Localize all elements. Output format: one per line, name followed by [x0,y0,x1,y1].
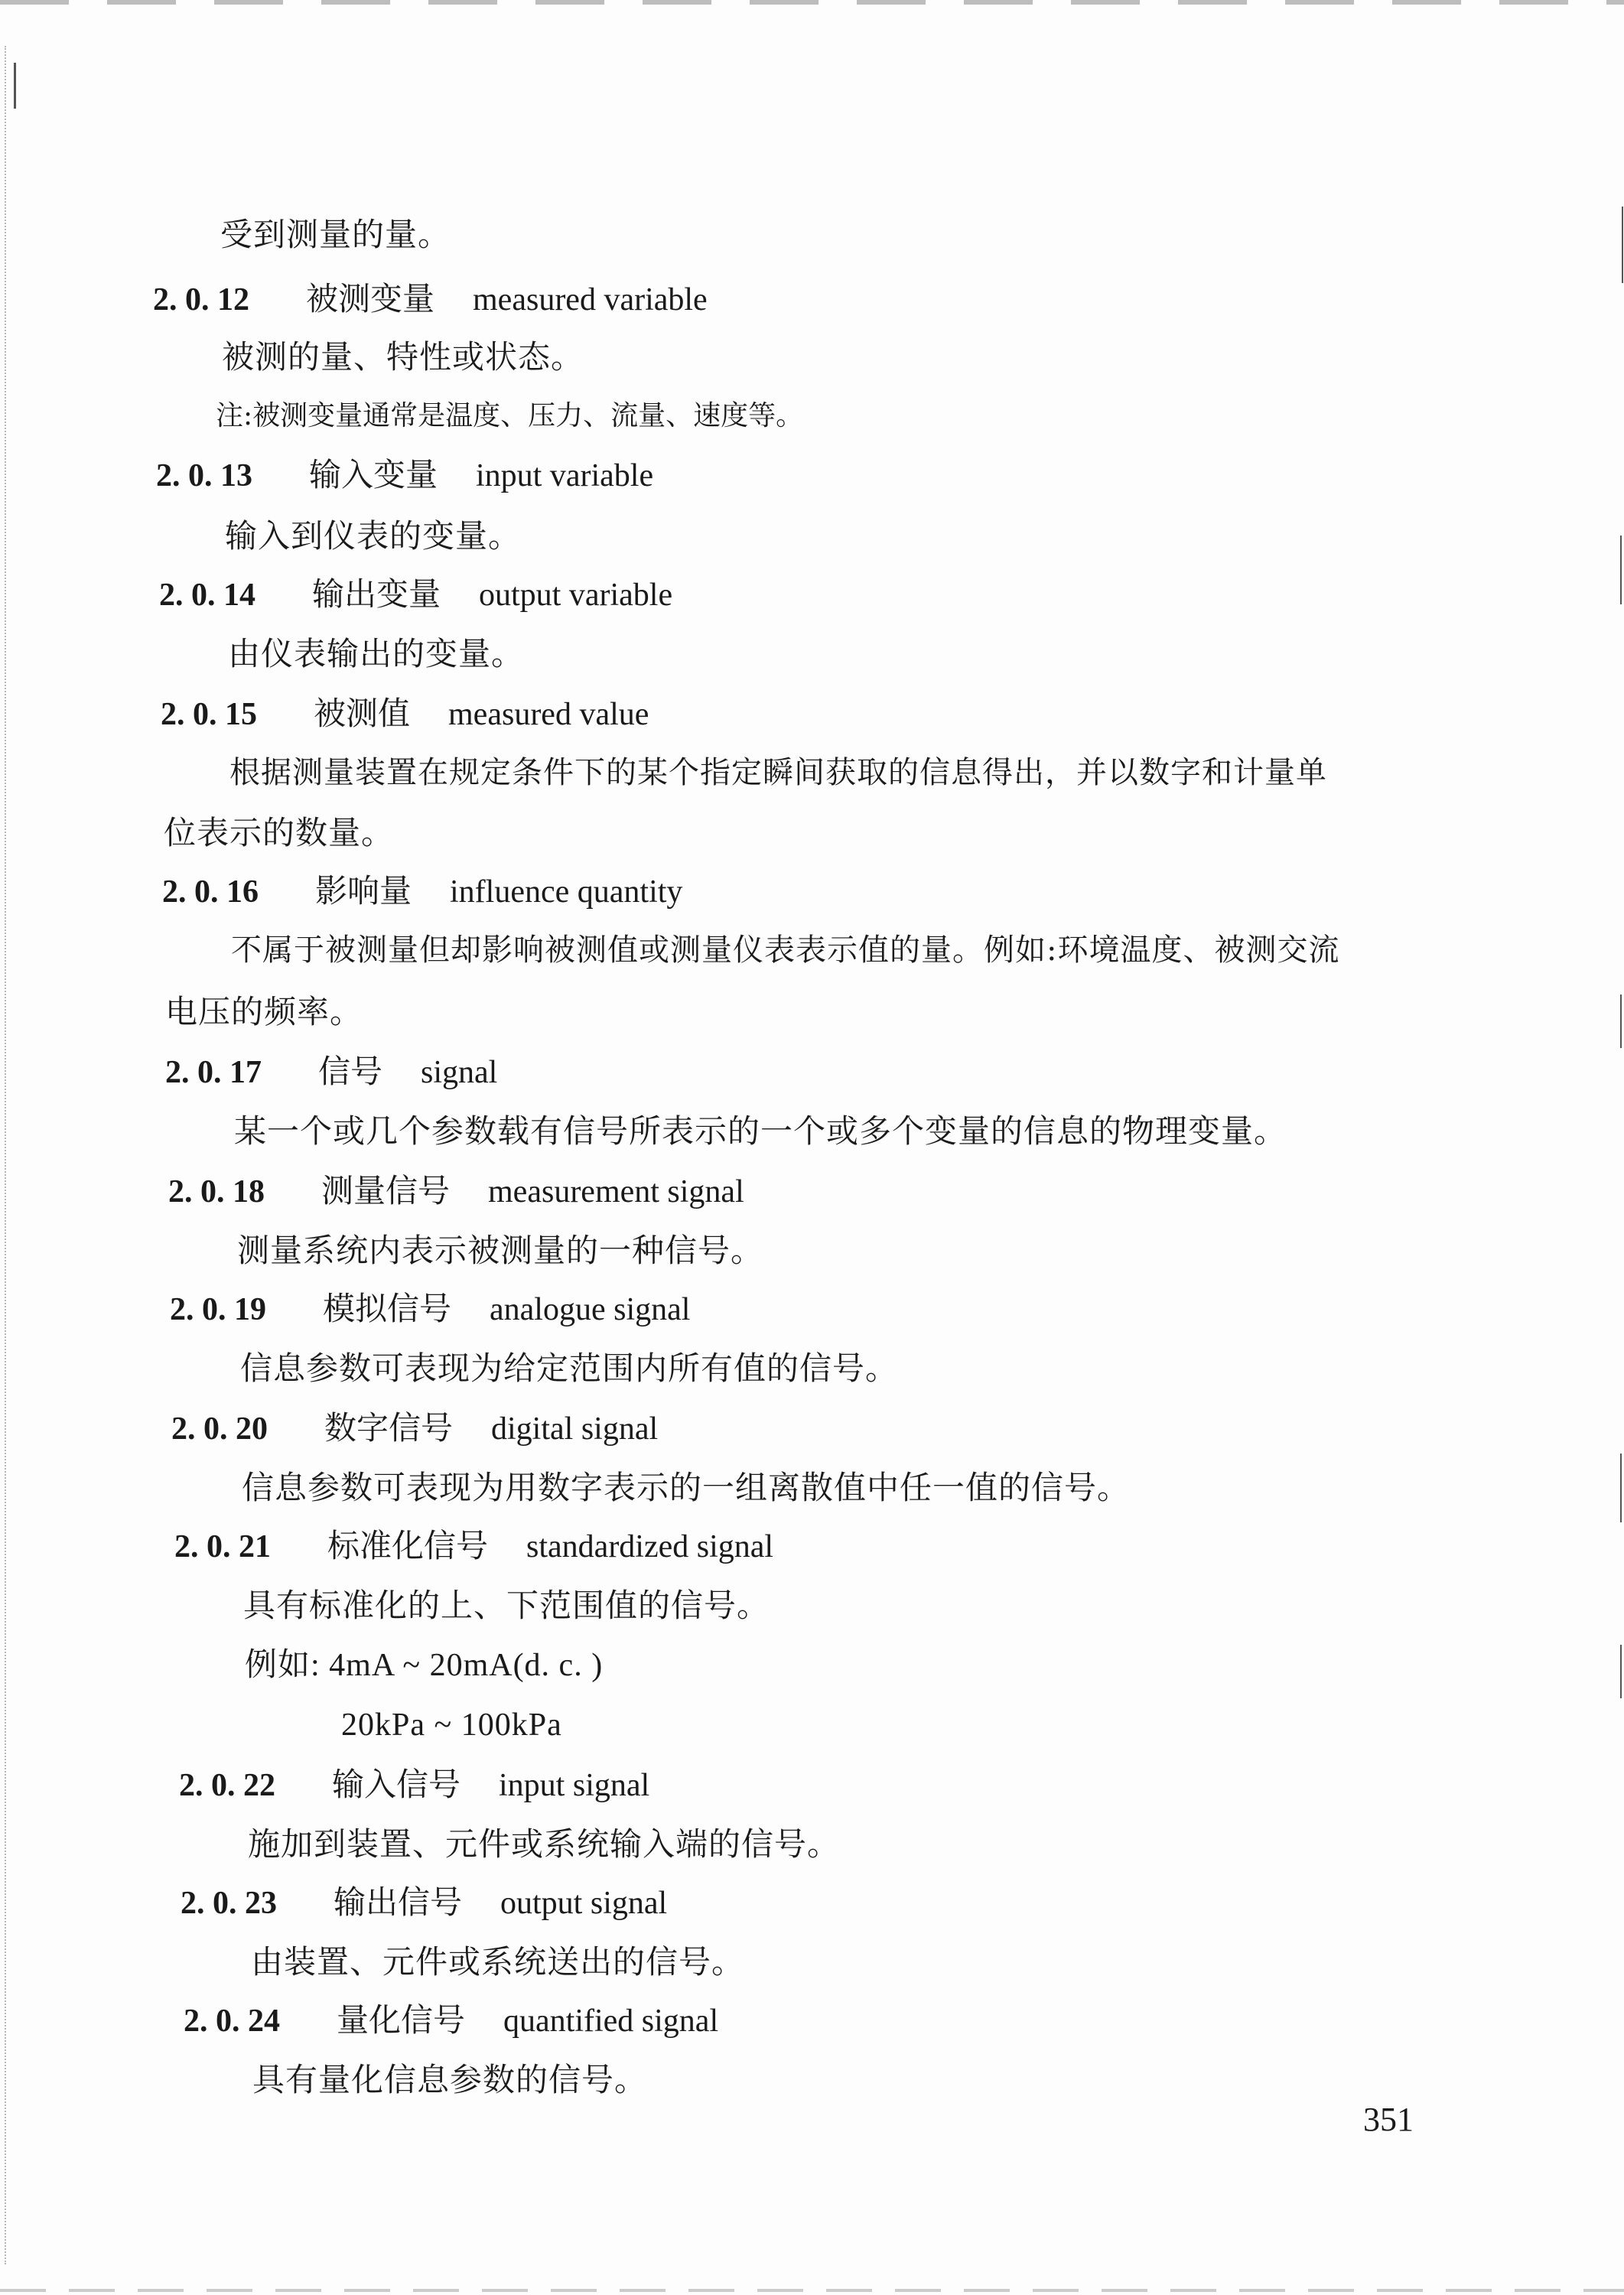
scan-edge-bottom [0,2289,1624,2292]
term-chinese: 量化信号 [337,2001,466,2039]
scan-mark [1620,536,1622,604]
term-number: 2. 0. 22 [179,1768,275,1803]
term-entry [168,1172,744,1209]
term-chinese: 输出信号 [334,1883,463,1921]
term-entry [162,872,683,910]
term-definition: 由仪表输出的变量。 [228,635,525,672]
page-number: 351 [1363,2101,1414,2138]
term-definition: 被测的量、特性或状态。 [222,338,584,376]
term-entry [165,1053,498,1090]
term-number: 2. 0. 19 [170,1292,266,1327]
term-english: influence quantity [450,874,683,910]
term-number: 2. 0. 21 [174,1529,271,1564]
term-chinese: 影响量 [315,872,412,910]
term-definition: 信息参数可表现为给定范围内所有值的信号。 [240,1349,899,1387]
term-english: measurement signal [488,1174,744,1209]
scan-edge-top [0,0,1624,5]
scan-mark [1622,207,1623,283]
term-chinese: 输入变量 [309,456,438,493]
term-english: output signal [500,1886,668,1921]
term-number: 2. 0. 16 [162,874,259,910]
term-english: digital signal [491,1411,659,1447]
term-definition: 施加到装置、元件或系统输入端的信号。 [248,1825,841,1863]
term-chinese: 被测变量 [306,280,435,317]
term-chinese: 被测值 [314,695,411,732]
term-definition: 由装置、元件或系统送出的信号。 [251,1943,745,1981]
term-definition: 输入到仪表的变量。 [225,517,522,555]
term-english: quantified signal [503,2004,719,2039]
term-entry [153,280,708,317]
term-english: measured variable [473,282,708,317]
scan-mark [1620,994,1622,1048]
term-number: 2. 0. 12 [153,282,249,317]
continuation-text: 受到测量的量。 [220,216,451,253]
term-chinese: 输入信号 [332,1766,461,1803]
term-english: analogue signal [490,1292,691,1327]
term-definition: 不属于被测量但却影响被测值或测量仪表表示值的量。例如:环境温度、被测交流 [231,933,1340,968]
term-entry [170,1290,691,1327]
term-definition: 某一个或几个参数载有信号所表示的一个或多个变量的信息的物理变量。 [234,1112,1287,1150]
term-number: 2. 0. 23 [181,1886,277,1921]
term-number: 2. 0. 20 [171,1411,268,1447]
term-chinese: 测量信号 [321,1172,451,1209]
scan-mark [14,63,16,109]
term-entry [161,695,649,732]
term-entry [184,2001,719,2039]
term-entry [179,1766,650,1803]
term-definition: 根据测量装置在规定条件下的某个指定瞬间获取的信息得出，并以数字和计量单 [229,755,1327,790]
term-entry [156,456,654,493]
term-number: 2. 0. 18 [168,1174,265,1209]
term-example: 例如: 4mA ~ 20mA(d. c. ) [245,1648,604,1683]
term-chinese: 数字信号 [324,1409,454,1447]
term-english: standardized signal [526,1529,774,1564]
term-definition: 具有标准化的上、下范围值的信号。 [243,1587,770,1624]
term-english: output variable [479,578,673,613]
scan-edge-left [5,46,20,2264]
scan-mark [1620,1645,1622,1698]
term-english: input variable [476,458,654,493]
term-number: 2. 0. 24 [184,2004,280,2039]
term-chinese: 标准化信号 [327,1527,489,1564]
term-entry [181,1883,668,1921]
term-definition-cont: 位表示的数量。 [164,814,395,851]
term-english: measured value [448,697,649,732]
term-number: 2. 0. 13 [156,458,252,493]
term-chinese: 信号 [318,1053,383,1090]
term-note: 注:被测变量通常是温度、压力、流量、速度等。 [216,400,804,431]
term-entry [159,575,673,613]
term-chinese: 模拟信号 [323,1290,452,1327]
scan-mark [1620,1454,1622,1522]
term-english: input signal [499,1768,650,1803]
term-example: 20kPa ~ 100kPa [341,1707,562,1743]
term-number: 2. 0. 14 [159,578,255,613]
term-definition: 信息参数可表现为用数字表示的一组离散值中任一值的信号。 [242,1469,1131,1506]
term-definition: 具有量化信息参数的信号。 [252,2061,648,2098]
term-number: 2. 0. 15 [161,697,257,732]
term-number: 2. 0. 17 [165,1055,262,1090]
term-english: signal [421,1055,498,1090]
term-definition-cont: 电压的频率。 [165,993,363,1030]
term-chinese: 输出变量 [312,575,441,613]
term-entry [174,1527,774,1564]
term-definition: 测量系统内表示被测量的一种信号。 [237,1232,764,1269]
term-entry [171,1409,659,1447]
